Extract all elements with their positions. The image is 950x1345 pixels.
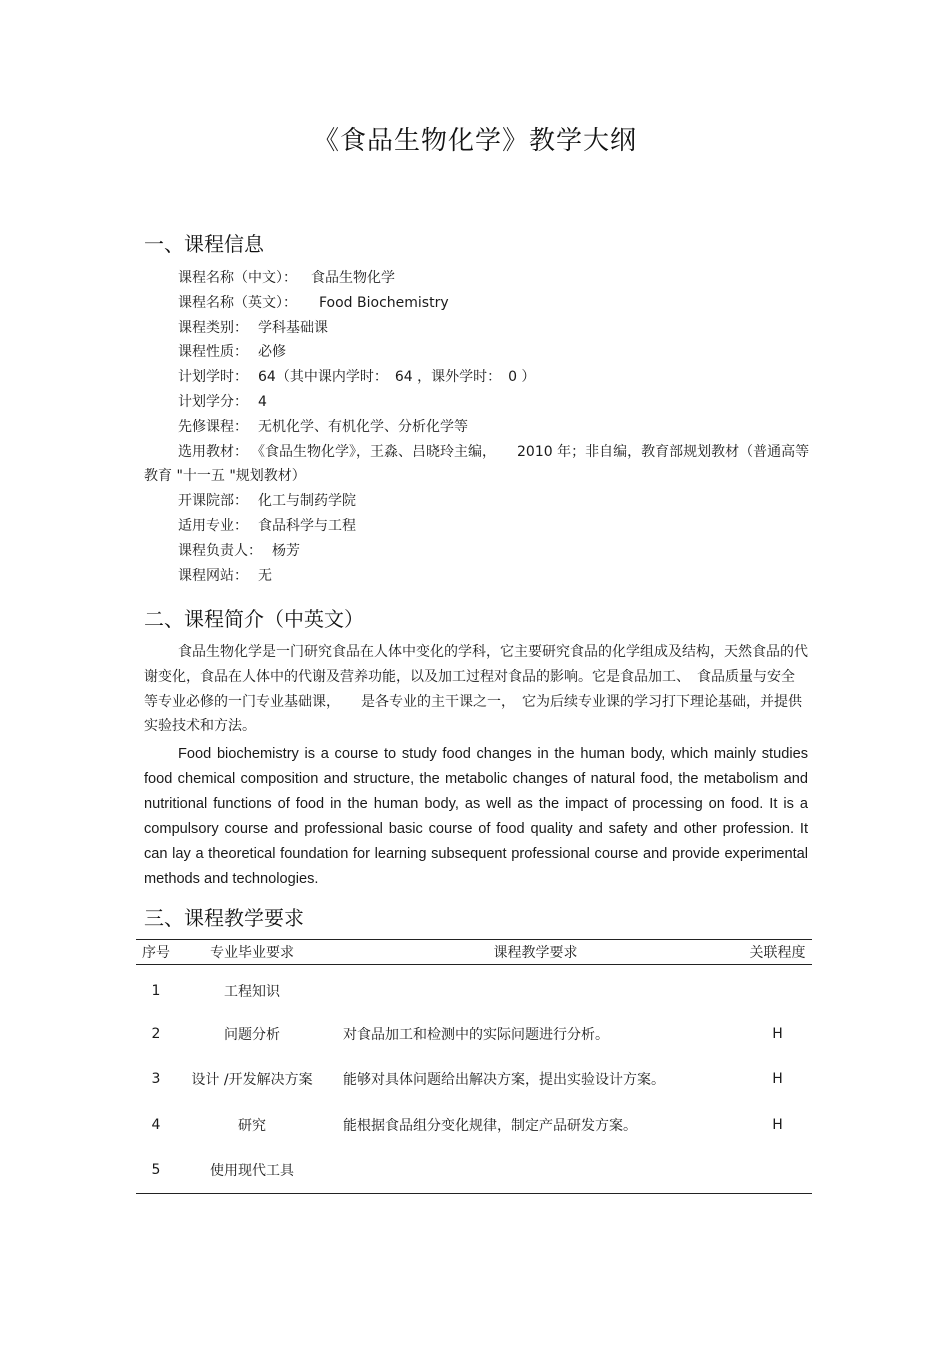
info-label: 课程名称（英文）： [178,294,297,311]
info-value: 学科基础课 [258,319,328,336]
cell-level [743,965,812,1012]
cell-requirement: 问题分析 [224,1026,280,1043]
info-label: 课程名称（中文）： [178,270,297,286]
col-header-requirement: 专业毕业要求 [176,940,328,965]
info-row [144,316,814,341]
info-value: 食品生物化学 [311,270,395,286]
cell-teaching: 对食品加工和检测中的实际问题进行分析。 [343,1026,609,1043]
intro-english: Food biochemistry is a course to study food changes in the human body, which mainly studies food chemical composition and structure, the metabolic changes of natural food, the metabolism and nutritional functions of food in the human body, as well as the impact of processing on food. It is a compulsory course and professional basic course of food quality and safety and other profession. It can lay a theoretical foundation for learning subsequent professional course and provide experimental methods and technologies. [144,746,808,887]
info-value: 必修 [258,344,286,361]
table-row [136,965,812,1012]
info-row [144,266,814,291]
cell-level [743,1148,812,1194]
info-value: 4 [258,393,267,410]
info-value: 杨芳 [272,542,300,559]
cell-teaching: 能够对具体问题给出解决方案，提出实验设计方案。 [343,1072,665,1089]
info-label: 课程类别： [178,319,248,336]
info-label: 课程网站： [178,567,248,584]
col-header-no: 序号 [136,940,176,965]
info-row [144,365,814,390]
document-title: 《食品生物化学》教学大纲 [312,126,637,156]
col-header-level: 关联程度 [743,940,812,965]
intro-chinese: 食品生物化学是一门研究食品在人体中变化的学科，它主要研究食品的化学组成及结构，天然食品的代谢变化，食品在人体中的代谢及营养功能，以及加工过程对食品的影响。它是食品加工、 食品质量与安全等专业必修的一门专业基础课， 是各专业的主干课之一， 它为后续专业课的学习打下理论基础，并提供实验技术和方法。 [144,644,808,735]
section1-heading: 一、课程信息 [144,232,264,256]
info-value: 无机化学、有机化学、分析化学等 [258,418,468,435]
cell-teaching [328,965,743,1012]
cell-no: 1 [151,983,161,999]
cell-no: 4 [151,1116,161,1133]
info-label: 选用教材： [178,443,248,460]
info-row [144,514,814,539]
info-value: 《食品生物化学》，王淼、吕晓玲主编， 2010 年；非自编，教育部规划教材（普通高等教育 "十一五 "规划教材） [144,443,810,485]
info-label: 课程负责人： [178,542,262,559]
info-label: 计划学分： [178,393,248,410]
cell-no: 3 [151,1071,161,1088]
info-row [144,489,814,514]
course-info [144,266,814,588]
info-label: 先修课程： [178,418,248,435]
info-row [144,340,814,365]
cell-requirement: 工程知识 [224,984,280,1000]
cell-level: H [772,1071,783,1088]
info-label: 开课院部： [178,493,248,510]
table-header-row [136,940,812,965]
col-header-teaching: 课程教学要求 [328,940,743,965]
cell-requirement: 设计 /开发解决方案 [191,1072,313,1089]
section3-heading: 三、课程教学要求 [144,906,304,930]
info-row [144,564,814,589]
cell-teaching: 能根据食品组分变化规律，制定产品研发方案。 [343,1117,637,1134]
cell-requirement: 使用现代工具 [176,1148,328,1194]
table-row [136,1148,812,1194]
cell-no: 2 [151,1025,161,1042]
table-row [136,1057,812,1103]
table-row [136,1102,812,1148]
info-row-textbook [144,440,814,490]
info-value: 无 [258,567,272,584]
cell-requirement: 研究 [238,1117,266,1134]
info-label: 适用专业： [178,517,248,534]
cell-no: 5 [136,1148,176,1194]
cell-level: H [772,1116,783,1133]
info-row [144,390,814,415]
info-row [144,415,814,440]
cell-teaching [328,1148,743,1194]
cell-level: H [772,1025,783,1042]
info-row [144,291,814,316]
info-value: 食品科学与工程 [258,517,356,534]
table-row [136,1011,812,1057]
section2-heading: 二、课程简介（中英文） [144,607,364,631]
requirements-table [136,939,812,1194]
info-row [144,539,814,564]
info-label: 课程性质： [178,344,248,361]
info-value: 化工与制药学院 [258,493,356,510]
info-value: 64（其中课内学时： 64 ，课外学时： 0 ） [258,369,536,386]
info-value: Food Biochemistry [319,294,449,311]
info-label: 计划学时： [178,369,248,386]
